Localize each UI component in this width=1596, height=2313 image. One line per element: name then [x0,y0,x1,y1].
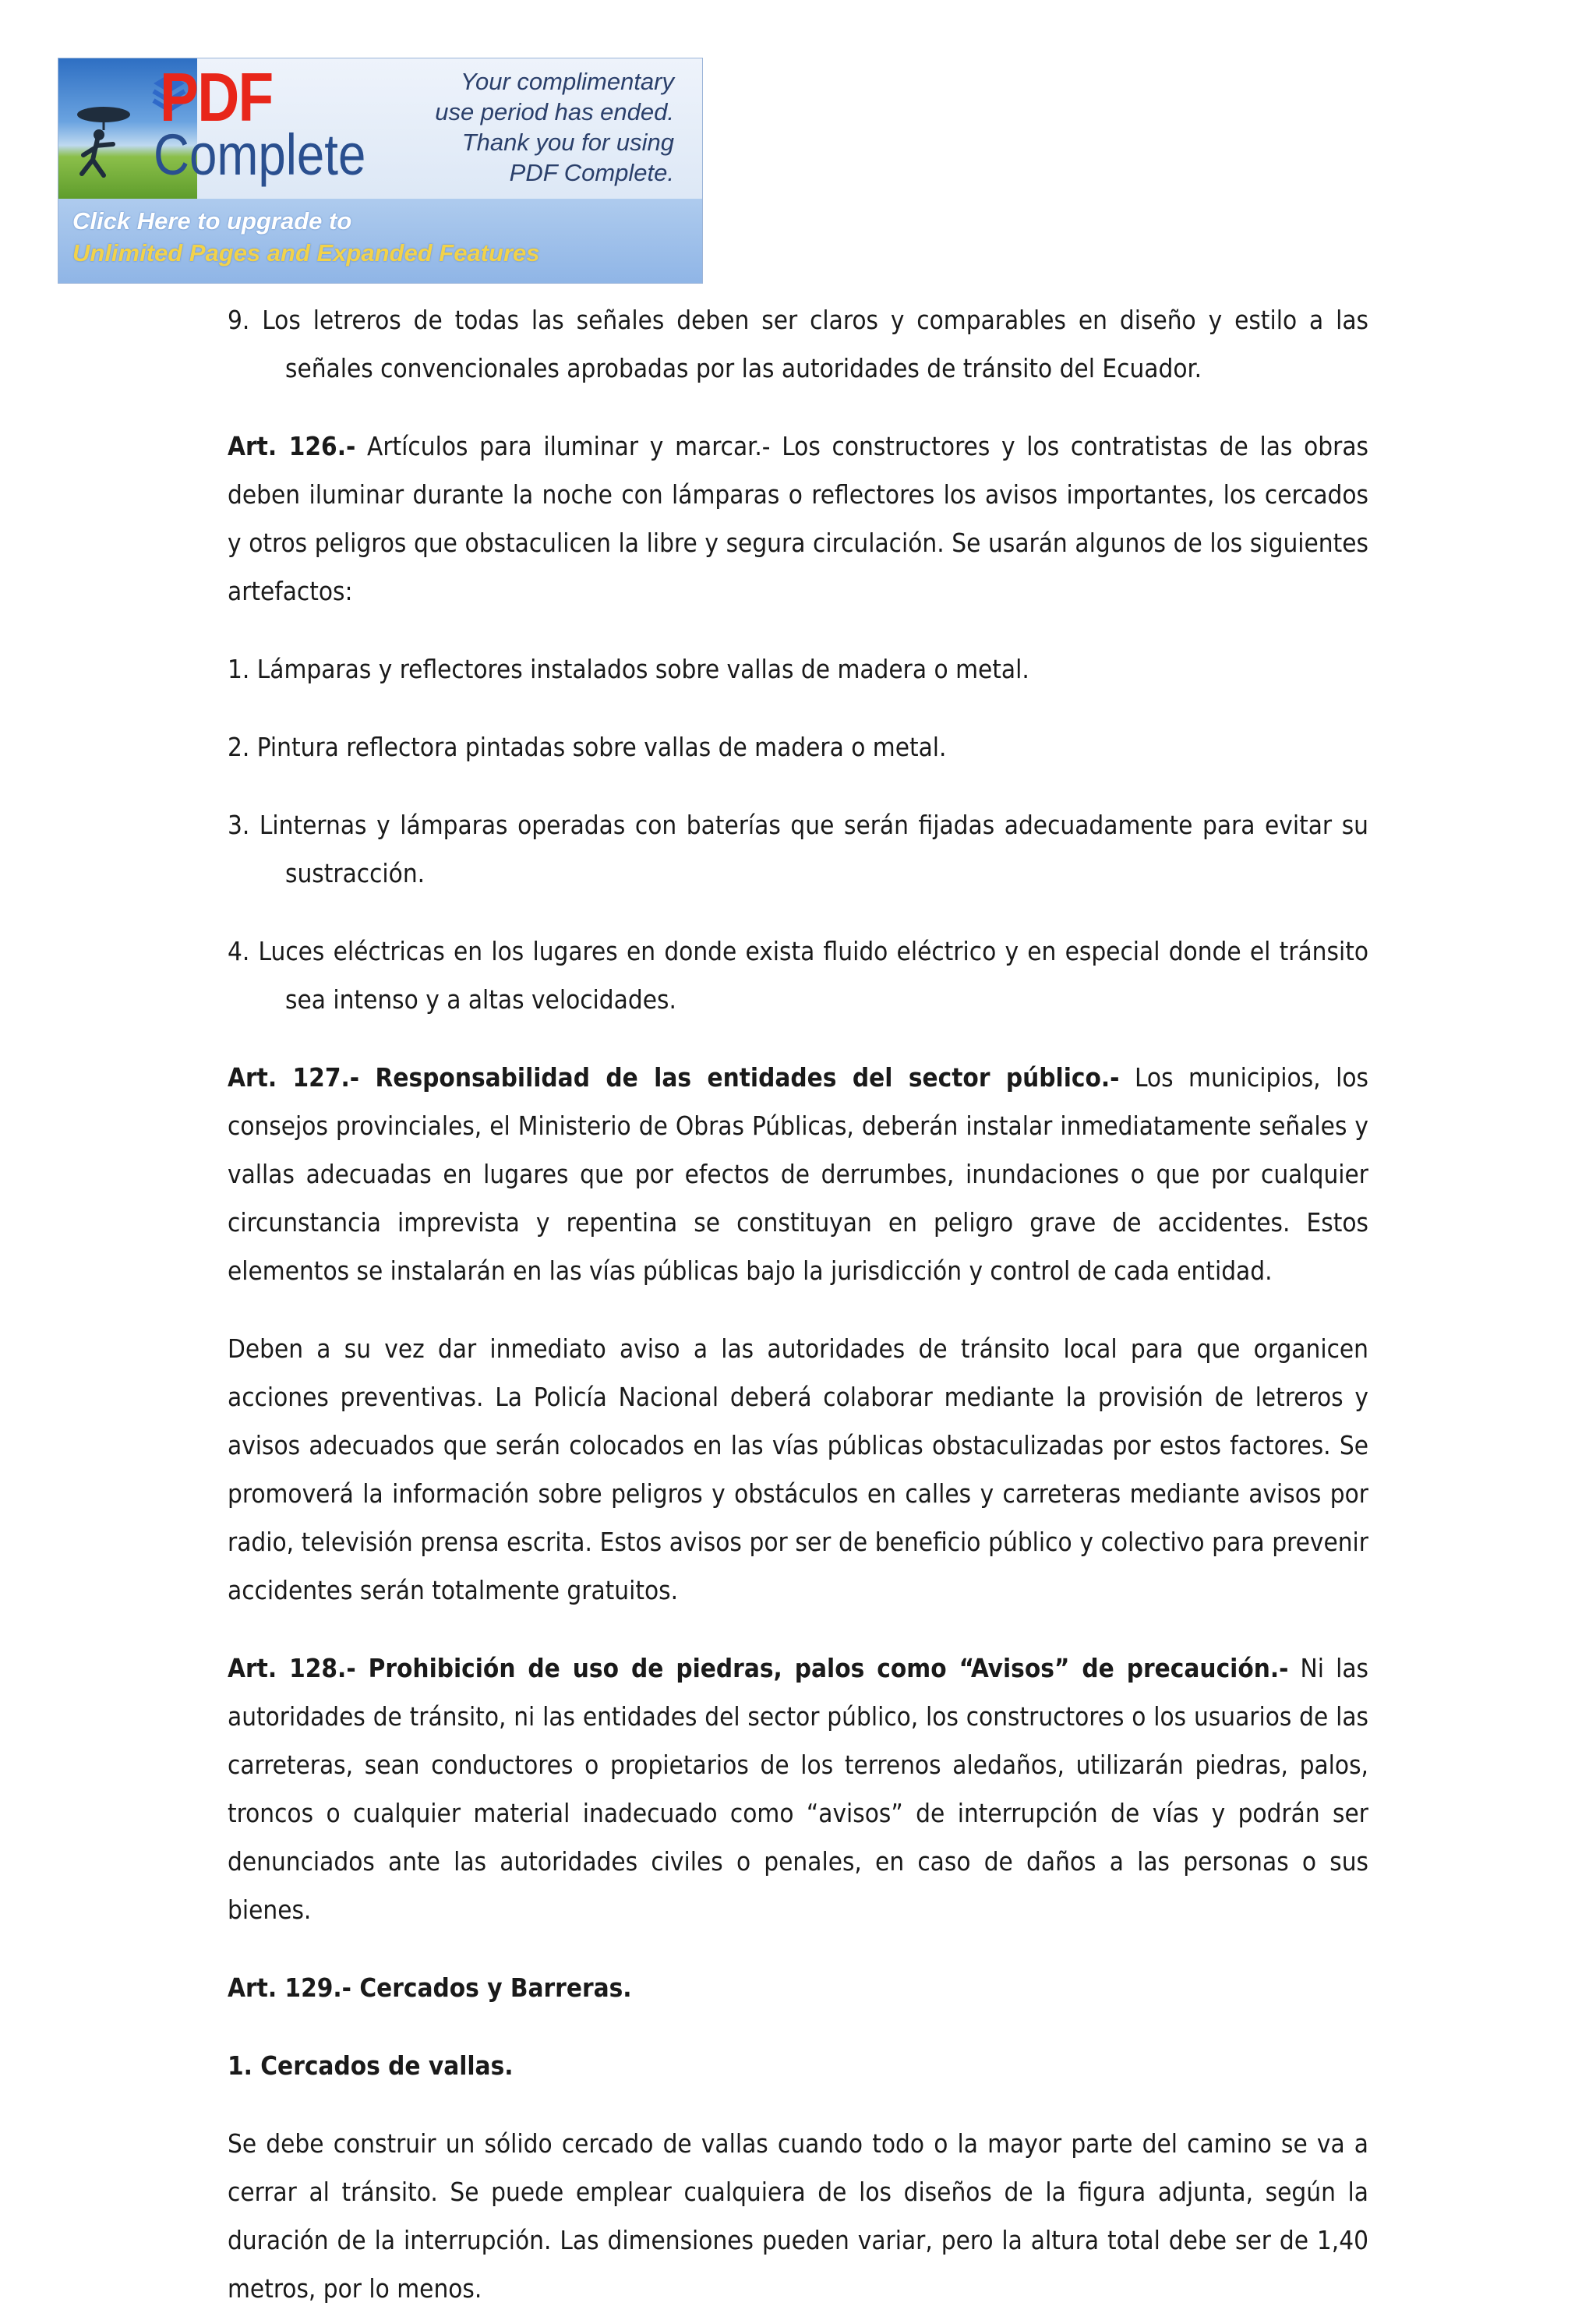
promo-line: PDF Complete. [509,159,674,186]
list-item-1: 1. Lámparas y reflectores instalados sobre vallas de madera o metal. [228,654,1029,684]
complete-logo-text: Complete [154,122,366,187]
section-1-heading: 1. Cercados de vallas. [228,2050,514,2081]
list-item-9: 9. Los letreros de todas las señales deben ser claros y comparables en diseño y estilo a las señales convencionales aprobadas por las autoridades de tránsito del Ecuador. [228,305,1368,383]
promo-line: Your complimentary [461,68,674,95]
article-126 [228,422,1368,616]
article-126-heading: Art. 126.- [228,431,356,461]
banner-top [58,58,702,199]
list-item-4: 4. Luces eléctricas en los lugares en donde exista fluido eléctrico y en especial donde el tránsito sea intenso y a altas velocidades. [228,936,1368,1015]
article-129-heading: Art. 129.- Cercados y Barreras. [228,1972,632,2003]
article-127-paragraph-2: Deben a su vez dar inmediato aviso a las autoridades de tránsito local para que organicen acciones preventivas. La Policía Nacional deberá colaborar mediante la provisión de letreros y avisos adecuados que serán colocados en las vías públicas obstaculizadas por estos factores. Se promoverá la información sobre peligros y obstáculos en calles y carreteras mediante avisos por radio, televisión prensa escrita. Estos avisos por ser de beneficio público y colectivo para prevenir accidentes serán totalmente gratuitos. [228,1333,1368,1605]
promo-line: Thank you for using [461,129,674,156]
article-128 [228,1644,1368,1934]
promo-line: use period has ended. [435,98,674,125]
list-item-3: 3. Linternas y lámparas operadas con baterías que serán fijadas adecuadamente para evitar su sustracción. [228,810,1368,888]
pdf-complete-banner[interactable] [58,58,703,284]
section-1-text: Se debe construir un sólido cercado de vallas cuando todo o la mayor parte del camino se va a cerrar al tránsito. Se puede emplear cualquiera de los diseños de la figura adjunta, según la duración de la interrupción. Las dimensiones pueden variar, pero la altura total debe ser de 1,40 metros, por lo menos. [228,2128,1368,2304]
upgrade-link[interactable] [72,205,540,269]
upgrade-line-1[interactable]: Click Here to upgrade to [72,207,352,235]
article-127 [228,1054,1368,1295]
banner-bottom [58,199,702,284]
document-body [228,296,1368,2313]
promo-message [409,66,674,188]
pdf-logo-text: PDF [160,58,273,136]
article-127-heading: Art. 127.- Responsabilidad de las entidades del sector público.- [228,1062,1120,1093]
upgrade-line-2[interactable]: Unlimited Pages and Expanded Features [72,239,540,267]
article-128-text: Ni las autoridades de tránsito, ni las entidades del sector público, los constructores o los usuarios de las carreteras, sean conductores o propietarios de los terrenos aledaños, utilizarán piedras, palos, troncos o cualquier material inadecuado como “avisos” de interrupción de vías y podrán ser denunciados ante las autoridades civiles o penales, en caso de daños a las personas o sus bienes. [228,1653,1368,1925]
article-126-text: Artículos para iluminar y marcar.- Los constructores y los contratistas de las obras deben iluminar durante la noche con lámparas o reflectores los avisos importantes, los cercados y otros peligros que obstaculicen la libre y segura circulación. Se usarán algunos de los siguientes artefactos: [228,431,1368,606]
list-item-2: 2. Pintura reflectora pintadas sobre vallas de madera o metal. [228,732,947,762]
article-127-text: Los municipios, los consejos provinciales, el Ministerio de Obras Públicas, deberán instalar inmediatamente señales y vallas adecuadas en lugares que por efectos de derrumbes, inundaciones o que por cualquier circunstancia imprevista y repentina se constituyan en peligro grave de accidentes. Estos elementos se instalarán en las vías públicas bajo la jurisdicción y control de cada entidad. [228,1062,1368,1286]
article-128-heading: Art. 128.- Prohibición de uso de piedras, palos como “Avisos” de precaución.- [228,1653,1289,1683]
